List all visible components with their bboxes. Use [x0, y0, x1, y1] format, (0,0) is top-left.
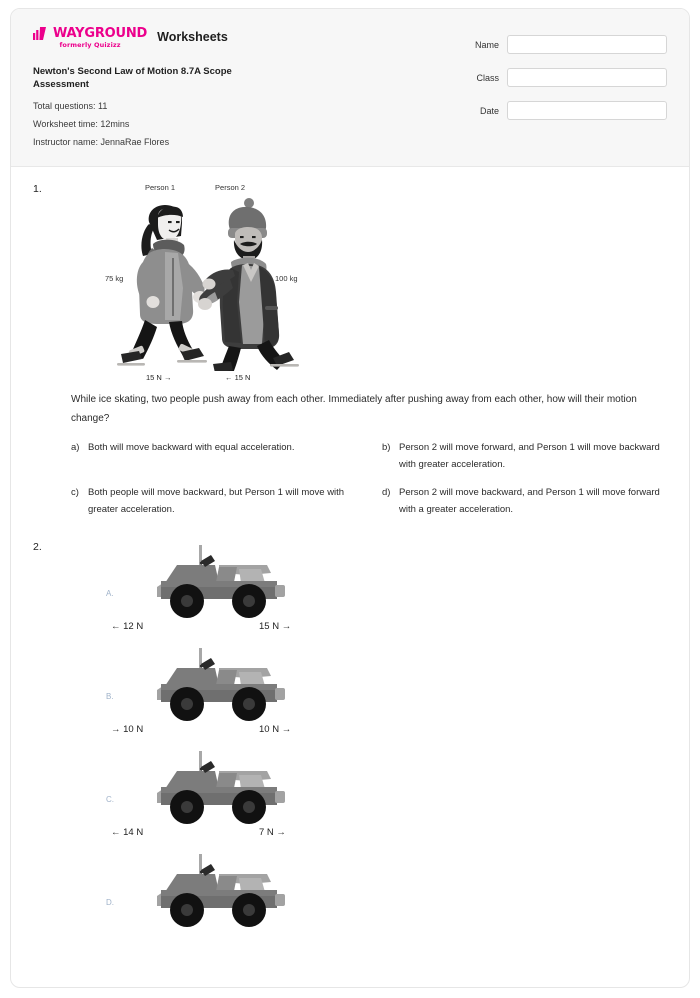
vehicle-c-icon — [149, 749, 289, 832]
choice-a-right-force: 15 N → — [259, 620, 292, 632]
arrow-right-icon: → — [163, 373, 172, 382]
choice-c-left-force: ← 14 N — [111, 826, 144, 838]
choice-b-left-force: → 10 N — [111, 723, 144, 735]
instructor-name-text: Instructor name: JennaRae Flores — [33, 136, 170, 147]
question-1-force-labels — [73, 373, 323, 391]
date-field-label: Date — [479, 105, 499, 116]
header-left-column — [33, 27, 401, 154]
vehicle-b-icon — [149, 646, 289, 729]
question-1 — [33, 183, 667, 519]
choice-c-right-force: 7 N → — [259, 826, 286, 838]
force-right-label: ← 15 N — [225, 373, 251, 382]
ice-skaters-icon — [73, 196, 323, 371]
force-left-label: 15 N → — [146, 373, 172, 382]
option-a-letter: a) — [71, 442, 80, 453]
person-1-label: Person 1 — [145, 183, 176, 192]
person-labels — [73, 183, 323, 192]
option-c[interactable] — [71, 485, 356, 518]
name-field-label: Name — [474, 39, 499, 50]
logo-subtitle: formerly Quizizz — [59, 41, 121, 49]
vehicle-d-icon — [149, 852, 289, 935]
question-1-number: 1. — [33, 183, 42, 195]
worksheet-body — [11, 167, 689, 953]
vehicle-a-icon — [149, 543, 289, 626]
wayground-mark-icon — [33, 27, 50, 40]
total-questions-text: Total questions: 11 — [33, 101, 108, 112]
option-c-letter: c) — [71, 487, 79, 499]
name-field-row — [437, 35, 667, 54]
mass-left-label: 75 kg — [105, 274, 124, 283]
page-title: Newton's Second Law of Motion 8.7A Scope Assessment — [33, 65, 232, 91]
choice-a-left-force: ← 12 N — [111, 620, 144, 632]
question-2-choice-a[interactable] — [71, 541, 667, 644]
brand-row — [33, 27, 401, 49]
class-input[interactable] — [507, 68, 667, 87]
question-2-choice-b[interactable] — [71, 644, 667, 747]
choice-b-right-force: 10 N → — [259, 723, 292, 735]
question-2-number: 2. — [33, 540, 42, 553]
choice-c-letter: C. — [106, 794, 114, 804]
question-2-choice-d[interactable] — [71, 850, 667, 953]
option-d[interactable] — [382, 485, 667, 518]
option-b-text: Person 2 will move forward, and Person 1 will move backward with greater acceleration. — [399, 442, 660, 470]
question-1-options — [71, 440, 667, 519]
option-d-letter: d) — [382, 487, 391, 499]
choice-d-letter: D. — [106, 897, 114, 907]
choice-b-letter: B. — [106, 691, 114, 701]
option-d-text: Person 2 will move backward, and Person 1 will move forward with a greater acceleration. — [399, 487, 660, 515]
class-field-row — [437, 68, 667, 87]
question-1-text: While ice skating, two people push away from each other. Immediately after pushing away from each other, how will their motion change? — [71, 394, 637, 424]
option-b-letter: b) — [382, 442, 391, 453]
name-input[interactable] — [507, 35, 667, 54]
date-input[interactable] — [507, 101, 667, 120]
option-c-text: Both people will move backward, but Person 1 will move with greater acceleration. — [88, 487, 345, 515]
person-2-label: Person 2 — [215, 183, 246, 192]
worksheet-time-text: Worksheet time: 12mins — [33, 118, 130, 129]
arrow-left-icon: ← — [225, 373, 233, 382]
mass-right-label: 100 kg — [275, 274, 298, 283]
option-b[interactable] — [382, 440, 667, 473]
question-2 — [33, 541, 667, 953]
class-field-label: Class — [476, 72, 499, 83]
worksheets-label: Worksheets — [157, 30, 228, 44]
question-1-figure — [73, 183, 323, 391]
header-fields — [437, 27, 667, 134]
worksheet-page — [10, 8, 690, 988]
wayground-logo — [33, 27, 147, 49]
option-a-text: Both will move backward with equal acceleration. — [88, 442, 295, 453]
question-2-choice-c[interactable] — [71, 747, 667, 850]
logo-wordmark: WAYGROUND — [53, 26, 148, 41]
skaters-illustration — [73, 196, 323, 371]
worksheet-header — [11, 9, 689, 167]
choice-a-letter: A. — [106, 588, 114, 598]
option-a[interactable] — [71, 440, 356, 473]
question-2-choices — [71, 541, 667, 953]
date-field-row — [437, 101, 667, 120]
